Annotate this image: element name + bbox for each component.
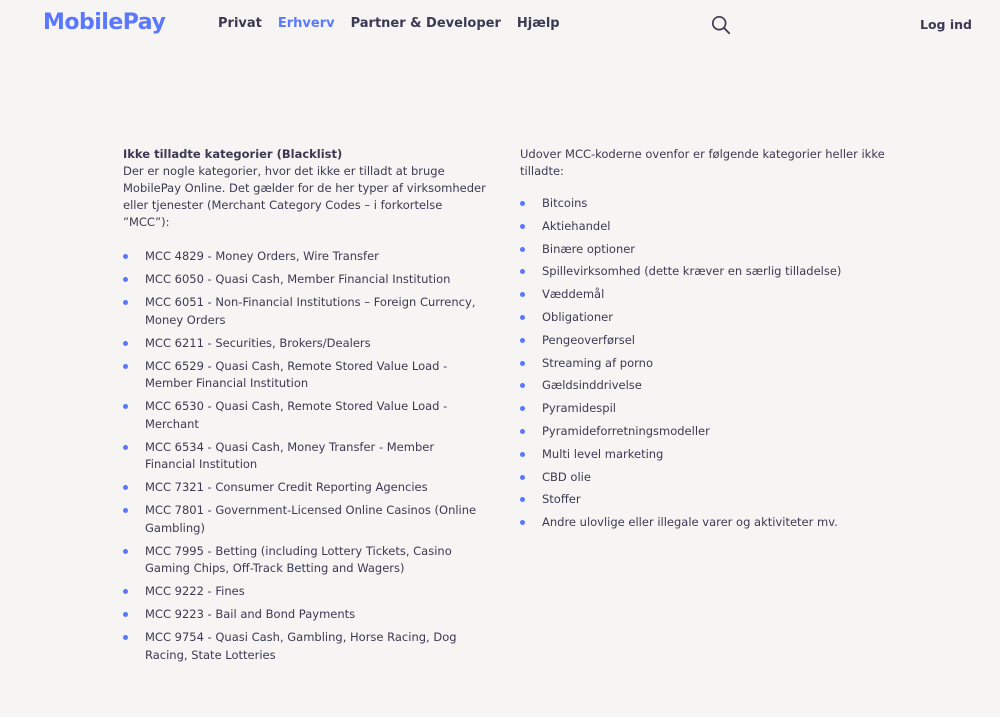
list-item-text: MCC 6051 - Non-Financial Institutions – Foreign Currency, Money Orders — [145, 295, 476, 327]
list-item — [520, 263, 890, 281]
list-item — [520, 400, 890, 418]
list-item — [123, 335, 488, 353]
bullet-icon — [123, 508, 128, 513]
list-item-text: Stoffer — [542, 492, 581, 507]
nav-privat[interactable]: Privat — [218, 16, 262, 31]
list-item-text: MCC 7801 - Government-Licensed Online Casinos (Online Gambling) — [145, 503, 477, 535]
list-item — [123, 358, 488, 393]
nav-erhverv[interactable]: Erhverv — [277, 16, 335, 31]
bullet-icon — [123, 341, 128, 346]
list-item — [520, 491, 890, 509]
bullet-icon — [123, 612, 128, 617]
blacklist-intro: Der er nogle kategorier, hvor det ikke er tilladt at bruge MobilePay Online. Det gælder for de her typer af virksomheder eller tjenester (Merchant Category Codes – i forkortelse ”MCC”): — [123, 164, 486, 229]
list-item — [123, 606, 488, 624]
list-item-text: Pyramidespil — [542, 401, 616, 416]
bullet-icon — [520, 383, 525, 388]
list-item-text: Obligationer — [542, 309, 613, 324]
other-categories-list — [520, 195, 890, 532]
bullet-icon — [520, 406, 525, 411]
bullet-icon — [520, 201, 525, 206]
bullet-icon — [123, 589, 128, 594]
mobilepay-logo[interactable]: MobilePay — [43, 10, 166, 35]
list-item — [123, 398, 488, 433]
list-item — [123, 629, 488, 664]
list-item-text: Pengeoverførsel — [542, 332, 635, 347]
nav-hjaelp[interactable]: Hjælp — [516, 16, 560, 31]
list-item — [520, 446, 890, 464]
nav-partner-developer[interactable]: Partner & Developer — [350, 16, 501, 31]
list-item — [520, 218, 890, 236]
list-item-text: MCC 9223 - Bail and Bond Payments — [145, 607, 356, 621]
bullet-icon — [123, 549, 128, 554]
bullet-icon — [123, 277, 128, 282]
list-item — [123, 439, 488, 474]
bullet-icon — [123, 364, 128, 369]
list-item-text: MCC 6050 - Quasi Cash, Member Financial Institution — [145, 272, 451, 286]
list-item — [520, 241, 890, 259]
list-item-text: Spillevirksomhed (dette kræver en særlig tilladelse) — [542, 264, 842, 279]
list-item — [123, 543, 488, 578]
bullet-icon — [520, 452, 525, 457]
list-item-text: MCC 4829 - Money Orders, Wire Transfer — [145, 249, 379, 263]
list-item — [123, 248, 488, 266]
main-nav — [218, 16, 560, 31]
list-item-text: MCC 7995 - Betting (including Lottery Tickets, Casino Gaming Chips, Off-Track Betting and Wagers) — [145, 543, 452, 575]
site-header — [0, 0, 1000, 50]
bullet-icon — [520, 247, 525, 252]
list-item — [520, 423, 890, 441]
list-item — [520, 377, 890, 395]
list-item — [520, 514, 890, 532]
bullet-icon — [520, 292, 525, 297]
list-item-text: Bitcoins — [542, 196, 588, 210]
list-item — [123, 479, 488, 497]
list-item-text: MCC 9222 - Fines — [145, 584, 245, 598]
list-item — [520, 195, 890, 213]
list-item — [520, 309, 890, 327]
bullet-icon — [520, 224, 525, 229]
bullet-icon — [520, 475, 525, 480]
list-item-text: MCC 6534 - Quasi Cash, Money Transfer - Member Financial Institution — [145, 439, 435, 471]
list-item-text: Multi level marketing — [542, 446, 664, 461]
list-item — [123, 583, 488, 601]
other-categories-column — [520, 146, 890, 537]
login-link[interactable]: Log ind — [920, 17, 972, 32]
list-item — [123, 502, 488, 537]
bullet-icon — [520, 361, 525, 366]
bullet-icon — [123, 254, 128, 259]
blacklist-column — [123, 146, 488, 670]
search-icon[interactable] — [711, 15, 731, 35]
list-item-text: MCC 6529 - Quasi Cash, Remote Stored Value Load - Member Financial Institution — [145, 358, 448, 390]
list-item-text: Andre ulovlige eller illegale varer og aktiviteter mv. — [542, 515, 838, 530]
bullet-icon — [520, 429, 525, 434]
bullet-icon — [123, 300, 128, 305]
list-item — [520, 332, 890, 350]
blacklist-heading: Ikke tilladte kategorier (Blacklist) — [123, 147, 343, 161]
list-item-text: Streaming af porno — [542, 355, 653, 370]
list-item-text: Væddemål — [542, 287, 605, 302]
list-item-text: Gældsinddrivelse — [542, 378, 642, 393]
list-item — [520, 286, 890, 304]
bullet-icon — [520, 269, 525, 274]
bullet-icon — [123, 485, 128, 490]
list-item-text: Pyramideforretningsmodeller — [542, 423, 710, 438]
list-item — [520, 355, 890, 373]
list-item-text: CBD olie — [542, 469, 591, 484]
list-item — [123, 294, 488, 329]
bullet-icon — [520, 315, 525, 320]
bullet-icon — [520, 338, 525, 343]
list-item-text: Binære optioner — [542, 241, 636, 256]
bullet-icon — [123, 445, 128, 450]
list-item — [520, 469, 890, 487]
list-item-text: MCC 6211 - Securities, Brokers/Dealers — [145, 335, 371, 350]
bullet-icon — [520, 520, 525, 525]
mcc-list — [123, 248, 488, 664]
other-categories-intro: Udover MCC-koderne ovenfor er følgende kategorier heller ikke tilladte: — [520, 147, 885, 178]
list-item-text: MCC 9754 - Quasi Cash, Gambling, Horse Racing, Dog Racing, State Lotteries — [145, 630, 457, 662]
bullet-icon — [123, 635, 128, 640]
list-item-text: MCC 7321 - Consumer Credit Reporting Agencies — [145, 480, 428, 494]
list-item-text: MCC 6530 - Quasi Cash, Remote Stored Value Load - Merchant — [145, 399, 448, 431]
list-item-text: Aktiehandel — [542, 218, 611, 233]
list-item — [123, 271, 488, 289]
bullet-icon — [520, 497, 525, 502]
bullet-icon — [123, 404, 128, 409]
